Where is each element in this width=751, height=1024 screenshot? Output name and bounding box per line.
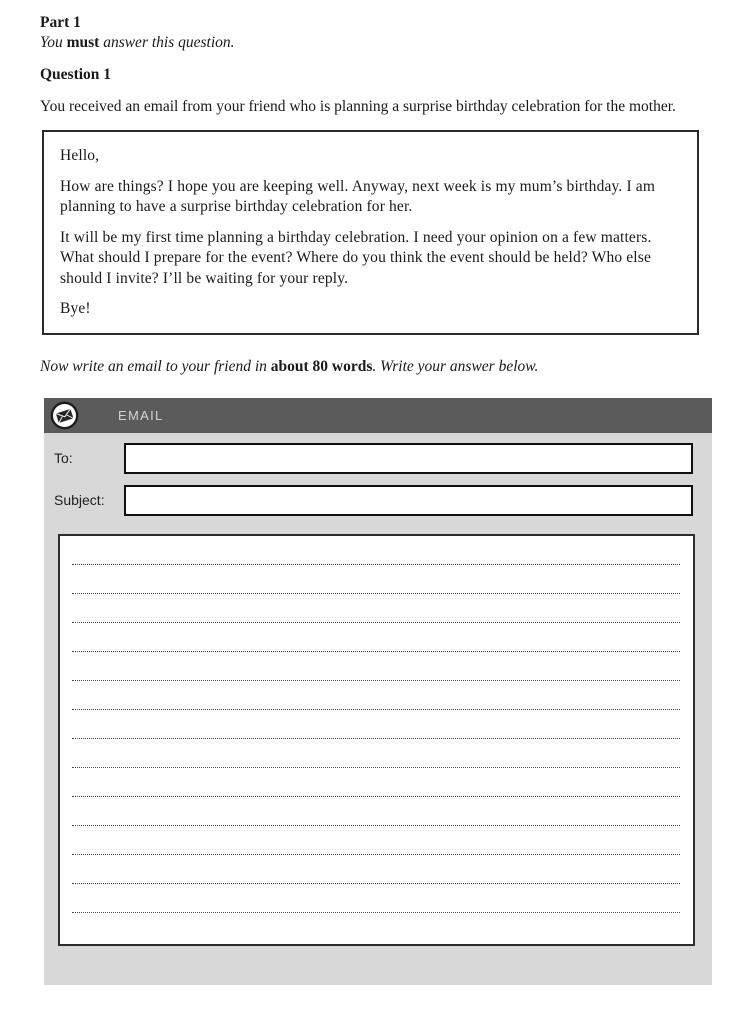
writing-line	[72, 594, 680, 623]
question-label: Question 1	[40, 66, 112, 83]
email-header-bar	[44, 398, 712, 433]
friend-email-excerpt	[42, 130, 699, 335]
writing-line	[72, 623, 680, 652]
letter-paragraph: How are things? I hope you are keeping well. Anyway, next week is my mum’s birthday. I am planning to have a surprise birthday celebration for her.	[60, 177, 656, 215]
writing-area[interactable]	[58, 534, 695, 946]
to-label: To:	[54, 450, 73, 466]
envelope-circle-icon	[50, 401, 79, 430]
task-instruction-pre: Now write an email to your friend in	[40, 357, 271, 375]
task-instruction-post: . Write your answer below.	[372, 357, 539, 375]
writing-line	[72, 855, 680, 884]
writing-line	[72, 739, 680, 768]
letter-paragraph: It will be my first time planning a birthday celebration. I need your opinion on a few matters. What should I prepare for the event? Where do you think the event should be held? Who else should I invite? I’ll be waiting for your reply.	[60, 228, 652, 287]
task-instruction-bold: about 80 words	[270, 357, 373, 375]
must-instruction	[40, 33, 716, 53]
email-header-title: EMAIL	[118, 407, 164, 423]
writing-line	[72, 652, 680, 681]
subject-field-row	[44, 485, 712, 516]
part-label: Part 1	[40, 14, 81, 31]
must-instruction-pre: You	[40, 34, 67, 51]
writing-line	[72, 768, 680, 797]
subject-label: Subject:	[54, 492, 105, 508]
question-prompt: You received an email from your friend who is planning a surprise birthday celebration for the mother.	[40, 98, 676, 115]
writing-line	[72, 710, 680, 739]
writing-line	[72, 565, 680, 594]
letter-greeting: Hello,	[60, 147, 100, 164]
writing-line	[72, 826, 680, 855]
to-field-row	[44, 443, 712, 474]
writing-line	[72, 797, 680, 826]
writing-line	[72, 884, 680, 913]
must-instruction-post: answer this question.	[99, 34, 235, 51]
to-input[interactable]	[124, 443, 693, 474]
email-form-panel	[44, 398, 712, 985]
writing-line	[72, 536, 680, 565]
task-instruction	[40, 358, 716, 376]
letter-closing: Bye!	[60, 300, 91, 317]
writing-line	[72, 681, 680, 710]
must-instruction-bold: must	[66, 34, 100, 51]
subject-input[interactable]	[124, 485, 693, 516]
